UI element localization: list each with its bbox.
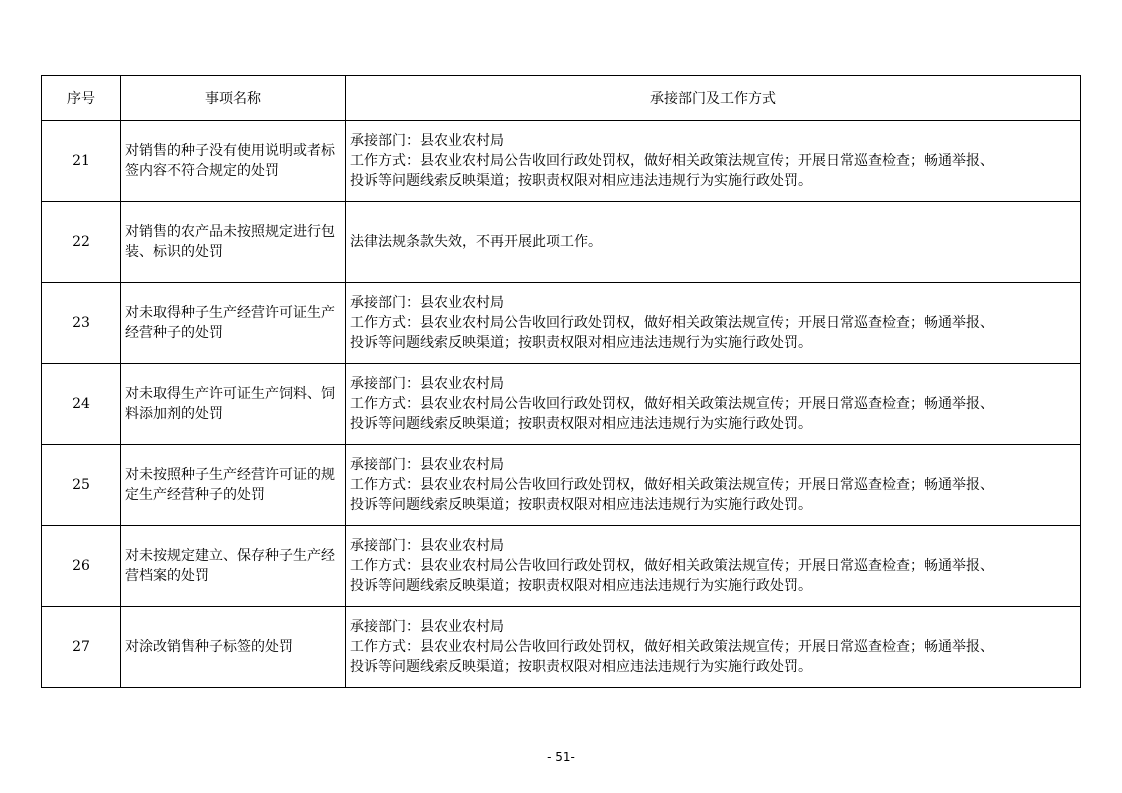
header-row (42, 76, 1081, 121)
row-item-name: 对未取得种子生产经营许可证生产经营种子的处罚 (121, 283, 346, 364)
row-dept-method (346, 364, 1081, 445)
header-name: 事项名称 (121, 76, 346, 121)
row-seq: 25 (42, 445, 121, 526)
row-seq: 23 (42, 283, 121, 364)
row-seq: 24 (42, 364, 121, 445)
method-line: 工作方式：县农业农村局公告收回行政处罚权，做好相关政策法规宣传；开展日常巡查检查；畅通举报、 (350, 315, 994, 331)
method-line: 工作方式：县农业农村局公告收回行政处罚权，做好相关政策法规宣传；开展日常巡查检查；畅通举报、 (350, 153, 994, 169)
dept-line: 承接部门：县农业农村局 (350, 457, 504, 473)
row-item-name: 对销售的农产品未按照规定进行包装、标识的处罚 (121, 202, 346, 283)
row-dept-method (346, 202, 1081, 283)
method-line: 工作方式：县农业农村局公告收回行政处罚权，做好相关政策法规宣传；开展日常巡查检查；畅通举报、 (350, 396, 994, 412)
table-row (42, 121, 1081, 202)
method-line: 投诉等问题线索反映渠道；按职责权限对相应违法违规行为实施行政处罚。 (350, 497, 812, 513)
table-row (42, 445, 1081, 526)
row-item-name: 对未按规定建立、保存种子生产经营档案的处罚 (121, 526, 346, 607)
dept-line: 承接部门：县农业农村局 (350, 133, 504, 149)
method-line: 投诉等问题线索反映渠道；按职责权限对相应违法违规行为实施行政处罚。 (350, 416, 812, 432)
row-dept-method (346, 121, 1081, 202)
dept-line: 承接部门：县农业农村局 (350, 538, 504, 554)
page-number: - 51- (547, 750, 575, 764)
row-dept-method (346, 607, 1081, 688)
method-line: 工作方式：县农业农村局公告收回行政处罚权，做好相关政策法规宣传；开展日常巡查检查；畅通举报、 (350, 477, 994, 493)
row-item-name: 对未取得生产许可证生产饲料、饲料添加剂的处罚 (121, 364, 346, 445)
row-dept-method (346, 445, 1081, 526)
table-row (42, 283, 1081, 364)
responsibility-table (41, 75, 1081, 688)
method-line: 投诉等问题线索反映渠道；按职责权限对相应违法违规行为实施行政处罚。 (350, 578, 812, 594)
method-line: 投诉等问题线索反映渠道；按职责权限对相应违法违规行为实施行政处罚。 (350, 659, 812, 675)
dept-line: 承接部门：县农业农村局 (350, 619, 504, 635)
row-dept-method (346, 283, 1081, 364)
method-line: 工作方式：县农业农村局公告收回行政处罚权，做好相关政策法规宣传；开展日常巡查检查；畅通举报、 (350, 639, 994, 655)
table-row (42, 364, 1081, 445)
row-item-name: 对销售的种子没有使用说明或者标签内容不符合规定的处罚 (121, 121, 346, 202)
dept-line: 承接部门：县农业农村局 (350, 376, 504, 392)
method-line: 投诉等问题线索反映渠道；按职责权限对相应违法违规行为实施行政处罚。 (350, 173, 812, 189)
row-item-name: 对未按照种子生产经营许可证的规定生产经营种子的处罚 (121, 445, 346, 526)
method-line: 投诉等问题线索反映渠道；按职责权限对相应违法违规行为实施行政处罚。 (350, 335, 812, 351)
table-row (42, 526, 1081, 607)
row-seq: 27 (42, 607, 121, 688)
method-line: 工作方式：县农业农村局公告收回行政处罚权，做好相关政策法规宣传；开展日常巡查检查；畅通举报、 (350, 558, 994, 574)
row-seq: 22 (42, 202, 121, 283)
table-row (42, 202, 1081, 283)
dept-line: 承接部门：县农业农村局 (350, 295, 504, 311)
row-seq: 21 (42, 121, 121, 202)
header-dept: 承接部门及工作方式 (346, 76, 1081, 121)
header-seq: 序号 (42, 76, 121, 121)
status-line: 法律法规条款失效，不再开展此项工作。 (350, 234, 602, 250)
row-seq: 26 (42, 526, 121, 607)
row-item-name: 对涂改销售种子标签的处罚 (121, 607, 346, 688)
row-dept-method (346, 526, 1081, 607)
table-row (42, 607, 1081, 688)
